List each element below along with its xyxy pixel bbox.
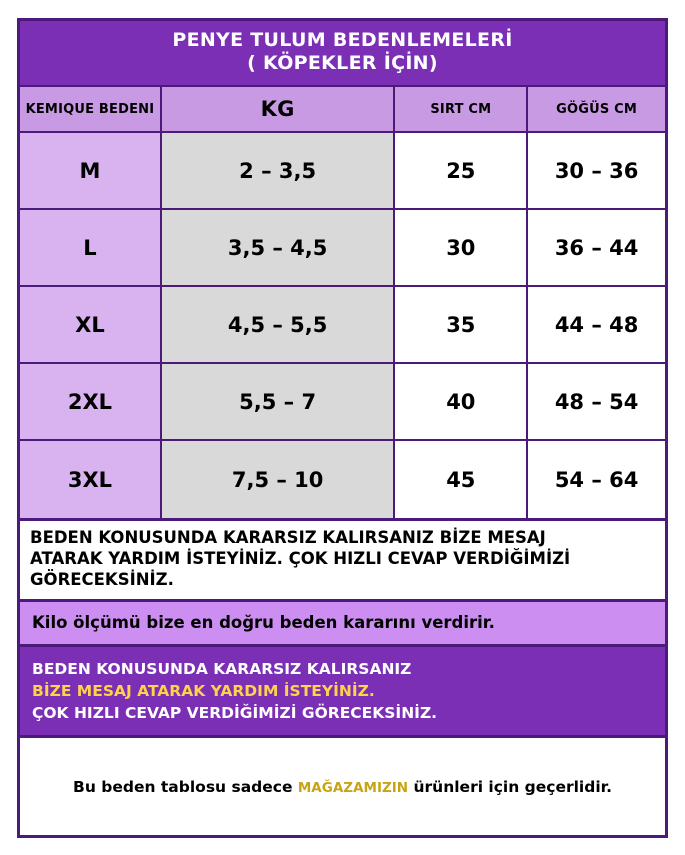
note-1-line-3: GÖRECEKSİNİZ. xyxy=(30,570,174,590)
cell-back-cm: 30 xyxy=(395,210,528,287)
note-2-line-1: Kilo ölçümü bize en doğru beden kararını verdirir. xyxy=(32,613,495,633)
column-header-size: KEMIQUE BEDENI xyxy=(20,87,162,133)
chart-title xyxy=(20,21,665,85)
note-3-line-1: BEDEN KONUSUNDA KARARSIZ KALIRSANIZ xyxy=(32,660,412,679)
cell-kg: 3,5 – 4,5 xyxy=(162,210,395,287)
note-contact-white xyxy=(20,521,665,602)
cell-chest-cm: 30 – 36 xyxy=(528,133,665,210)
note-3-line-2: BİZE MESAJ ATARAK YARDIM İSTEYİNİZ. xyxy=(32,682,375,701)
cell-chest-cm: 36 – 44 xyxy=(528,210,665,287)
note-1-line-2: ATARAK YARDIM İSTEYİNİZ. ÇOK HIZLI CEVAP VERDİĞİMİZİ xyxy=(30,549,571,569)
column-header-back-cm: SIRT CM xyxy=(395,87,528,133)
cell-kg: 7,5 – 10 xyxy=(162,441,395,518)
size-chart-card xyxy=(17,18,668,838)
note-4-part-3: ürünleri için geçerlidir. xyxy=(408,777,612,796)
note-1-line-1: BEDEN KONUSUNDA KARARSIZ KALIRSANIZ BİZE MESAJ xyxy=(30,528,546,548)
column-header-chest-cm: GÖĞÜS CM xyxy=(528,87,665,133)
table-row xyxy=(20,133,665,210)
table-header-row xyxy=(20,87,665,133)
cell-back-cm: 40 xyxy=(395,364,528,441)
size-table xyxy=(20,85,665,518)
chart-title-line-1: PENYE TULUM BEDENLEMELERİ xyxy=(172,29,513,51)
note-4-text xyxy=(73,778,612,796)
cell-chest-cm: 44 – 48 xyxy=(528,287,665,364)
table-row xyxy=(20,210,665,287)
note-3-line-3: ÇOK HIZLI CEVAP VERDİĞİMİZİ GÖRECEKSİNİZ. xyxy=(32,704,438,723)
note-store-disclaimer xyxy=(20,738,665,835)
column-header-kg: KG xyxy=(162,87,395,133)
cell-size: M xyxy=(20,133,162,210)
note-4-store-name: MAĞAZAMIZIN xyxy=(297,779,409,796)
chart-title-line-2: ( KÖPEKLER İÇİN) xyxy=(247,52,438,75)
cell-size: 2XL xyxy=(20,364,162,441)
notes-section xyxy=(20,518,665,835)
note-weight-measure xyxy=(20,602,665,647)
table-row xyxy=(20,287,665,364)
cell-kg: 2 – 3,5 xyxy=(162,133,395,210)
cell-size: L xyxy=(20,210,162,287)
cell-kg: 4,5 – 5,5 xyxy=(162,287,395,364)
note-contact-purple xyxy=(20,647,665,738)
cell-back-cm: 25 xyxy=(395,133,528,210)
cell-back-cm: 45 xyxy=(395,441,528,518)
cell-chest-cm: 54 – 64 xyxy=(528,441,665,518)
cell-kg: 5,5 – 7 xyxy=(162,364,395,441)
cell-chest-cm: 48 – 54 xyxy=(528,364,665,441)
cell-size: 3XL xyxy=(20,441,162,518)
table-row xyxy=(20,364,665,441)
cell-size: XL xyxy=(20,287,162,364)
note-4-part-1: Bu beden tablosu sadece xyxy=(73,777,298,796)
table-row xyxy=(20,441,665,518)
cell-back-cm: 35 xyxy=(395,287,528,364)
